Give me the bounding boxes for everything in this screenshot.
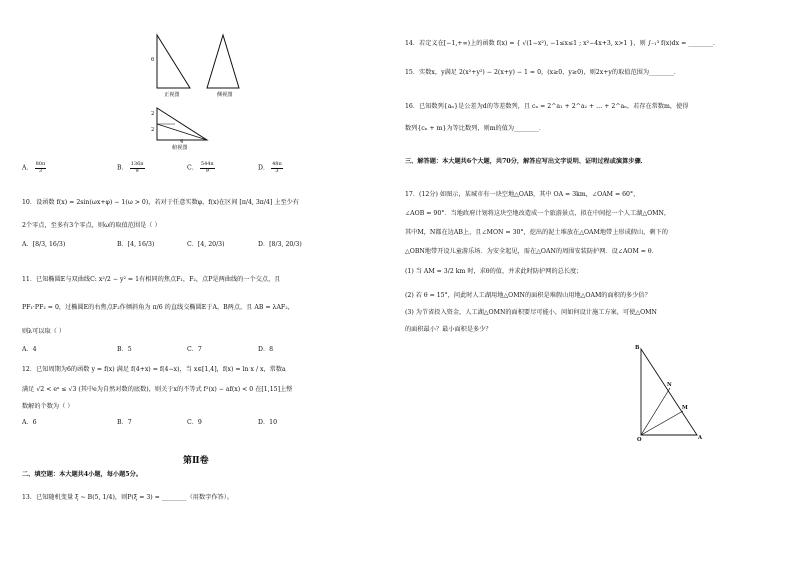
- side-view-label: 侧视图: [217, 92, 233, 98]
- fill-in-section-heading: 二、填空题：本大题共4小题，每小题5分。: [22, 471, 142, 478]
- q17-sub-4: 的面积最小？最小面积是多少？: [405, 326, 492, 333]
- q9-option-b: B． $\frac{136\pi}{9}$: [117, 161, 144, 174]
- q11-option-b: B．5: [117, 346, 132, 353]
- q17-line-4: △OBN地带开设儿童游乐场．为安全起见，需在△OAN的周围安装防护网．设∠AOM = θ．: [405, 248, 658, 255]
- point-n-label: N: [667, 382, 672, 388]
- q9-option-d: D． $\frac{48\pi}{3}$: [258, 161, 282, 174]
- part-two-title: 第Ⅱ卷: [183, 456, 209, 466]
- q12-line-2: 满足 √2 < eᵃ ≤ √3 (其中e为自然对数的底数)，则关于x的不等式 f²(x) − af(x) < 0 在[1,15]上整: [22, 386, 293, 393]
- top-view-label: 俯视图: [172, 145, 188, 151]
- q10-option-c: C．[4, 20/3): [187, 241, 225, 248]
- triangle-oab-figure: [637, 345, 707, 445]
- q17-line-1: 17．(12分) 如图示，某城市有一块空地△OAB，其中 OA = 3km，∠OAM = 60°，: [405, 191, 640, 198]
- q17-sub-1: (1) 当 AM = 3/2 km 时，求θ的值，并求此时防护网的总长度；: [405, 268, 583, 275]
- point-m-label: M: [682, 405, 688, 411]
- top-dim-3: 4: [180, 139, 184, 145]
- q17-line-3: 其中M，N都在边AB上，且∠MON = 30°，挖出的泥土堆放在△OAM地带上形成假山，剩下的: [405, 229, 668, 236]
- q10-line-1: 10．设函数 f(x) = 2sin(ωx+φ) − 1(ω > 0)，若对于任意实数φ，f(x)在区间 [π/4, 3π/4] 上至少有: [22, 199, 300, 206]
- q11-option-c: C．7: [187, 346, 202, 353]
- q11-line-2: PF₁·PF₂ = 0，过椭圆E的右焦点F₂作倾斜角为 π/6 的直线交椭圆E于A，B两点，且 AB = λAF₂，: [22, 304, 294, 311]
- q12-option-d: D．10: [258, 419, 278, 426]
- q17-line-2: ∠AOB = 90°．当地政府计划将这块空地改造成一个旅游景点，拟在中间挖一个人工湖△OMN，: [405, 210, 671, 217]
- q17-sub-2: (2) 若 θ = 15°，问此时人工湖用地△OMN的面积是堆假山用地△OAM的面积的多少倍？: [405, 292, 651, 299]
- point-o-label: O: [637, 437, 642, 443]
- three-views-figure: [145, 30, 255, 155]
- q12-line-3: 数解的个数为（ ）: [22, 403, 74, 410]
- solve-section-heading: 三、解答题：本大题共6个大题，共70分，解答应写出文字说明、证明过程或演算步骤．: [405, 158, 647, 165]
- point-b-label: B: [635, 345, 640, 351]
- q10-option-a: A．[8/3, 16/3): [22, 241, 66, 248]
- q10-option-d: D．[8/3, 20/3): [258, 241, 302, 248]
- q16-line-1: 16．已知数列{aₙ}是公差为d的等差数列，且 cₙ = 2^a₁ + 2^a₂ + … + 2^aₙ，若存在常数m，使得: [405, 103, 689, 110]
- top-dim-2: 2: [151, 127, 155, 133]
- point-a-label: A: [698, 435, 703, 441]
- q15-text: 15．实数x，y满足 2(x²+y²) − 2(x+y) − 1 = 0，(x≥0，y≥0)，则2x+y的取值范围为________．: [405, 69, 680, 76]
- q11-option-d: D．8: [258, 346, 274, 353]
- q14-text: 14．若定义在[−1,+∞)上的函数 f(x) = { √(1−x²), −1≤x≤1 ; x²−4x+3, x>1 }，则 ∫₋₁³ f(x)dx = ________．: [405, 40, 720, 47]
- q16-line-2: 数列{cₙ + m}为等比数列，则m的值为________．: [405, 125, 546, 132]
- side-view-shape: [207, 35, 239, 88]
- front-view-shape: [157, 35, 190, 88]
- q9-option-c: C． $\frac{544\pi}{9}$: [187, 161, 214, 174]
- top-dim-1: 2: [151, 111, 155, 117]
- q12-option-b: B．7: [117, 419, 132, 426]
- q11-line-1: 11．已知椭圆E与双曲线C: x²/2 − y² = 1有相同的焦点F₁，F₂，点P是两曲线的一个交点，且: [22, 276, 281, 283]
- front-height-label: 6: [151, 57, 155, 63]
- q10-option-b: B．[4, 16/3): [117, 241, 155, 248]
- q12-line-1: 12．已知周期为6的函数 y = f(x) 满足 f(4+x) = f(4−x)，当 x∈[1,4]，f(x) = ln x / x，常数a: [22, 366, 286, 373]
- q9-option-a: A． $\frac{80\pi}{3}$: [22, 161, 46, 174]
- q11-option-a: A．4: [22, 346, 37, 353]
- q10-line-2: 2个零点，至多有3个零点，则ω的取值范围是（ ）: [22, 222, 161, 229]
- q17-sub-3: (3) 为节省投入资金，人工湖△OMN的面积要尽可能小，问如何设计施工方案，可使△OMN: [405, 309, 657, 316]
- q11-line-3: 则λ可以取（ ）: [22, 328, 66, 335]
- q13-text: 13．已知随机变量 ξ ~ B(5, 1/4)，则P(ξ = 3) = ________（用数字作答）。: [22, 494, 233, 501]
- q12-option-a: A．6: [22, 419, 37, 426]
- front-view-label: 正视图: [164, 92, 180, 98]
- q12-option-c: C．9: [187, 419, 202, 426]
